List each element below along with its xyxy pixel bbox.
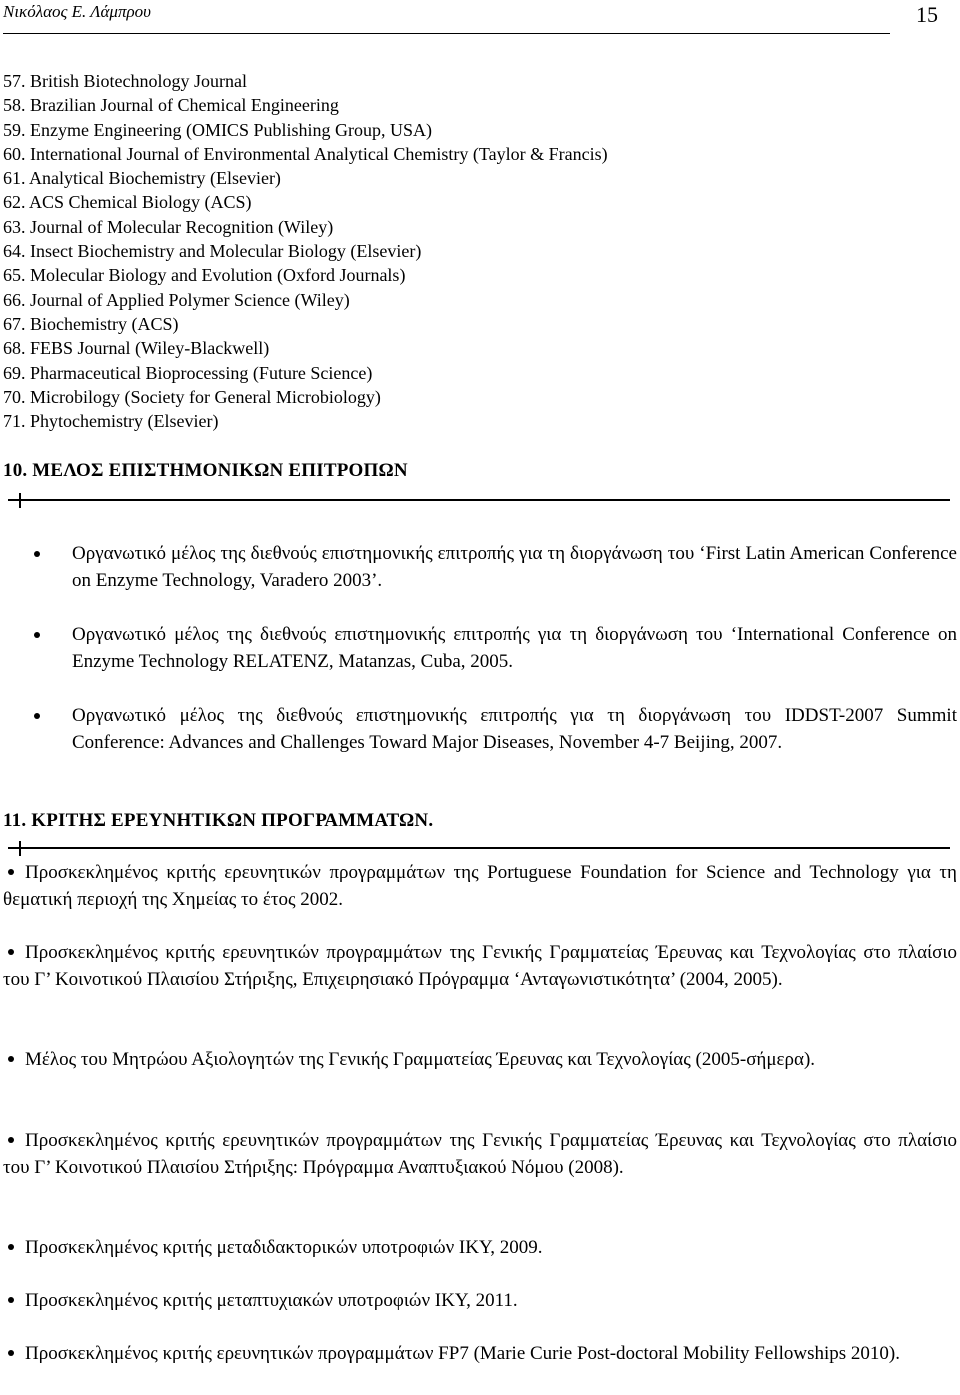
- page-number: 15: [916, 2, 938, 27]
- rule-tick: [19, 493, 21, 508]
- bullet-icon: [8, 1297, 14, 1303]
- reviewer-item-text: Προσκεκλημένος κριτής ερευνητικών προγραμμάτων της Γενικής Γραμματείας Έρευνας και Τεχνολογίας στο πλαίσιο του Γ’ Κοινοτικού Πλαισίου Στήριξης, Επιχειρησιακό Πρόγραμμα ‘Ανταγωνιστικότητα’ (2004, 2005).: [3, 942, 957, 990]
- list-item: 61. Analytical Biochemistry (Elsevier): [3, 168, 281, 189]
- section-11-title: 11. ΚΡΙΤΗΣ ΕΡΕΥΝΗΤΙΚΩΝ ΠΡΟΓΡΑΜΜΑΤΩΝ.: [3, 810, 434, 831]
- bullet-icon: [34, 713, 40, 719]
- bullet-icon: [34, 632, 40, 638]
- committee-item-text: Οργανωτικό μέλος της διεθνούς επιστημονικής επιτροπής για τη διοργάνωση του ‘International Conference on Enzyme Technology RELATENZ, Matanzas, Cuba, 2005.: [72, 624, 957, 672]
- reviewer-item: [3, 940, 957, 993]
- list-item: 71. Phytochemistry (Elsevier): [3, 411, 219, 432]
- committee-item-text: Οργανωτικό μέλος της διεθνούς επιστημονικής επιτροπής για τη διοργάνωση του IDDST-2007 Summit Conference: Advances and Challenges Toward Major Diseases, November 4-7 Beijing, 2007.: [72, 705, 957, 753]
- bullet-icon: [8, 1350, 14, 1356]
- reviewer-item-text: Προσκεκλημένος κριτής ερευνητικών προγραμμάτων της Γενικής Γραμματείας Έρευνας και Τεχνολογίας στο πλαίσιο του Γ’ Κοινοτικού Πλαισίου Στήριξης: Πρόγραμμα Αναπτυξιακού Νόμου (2008).: [3, 1130, 957, 1178]
- journal-list: [3, 69, 608, 433]
- list-item: 64. Insect Biochemistry and Molecular Biology (Elsevier): [3, 241, 422, 262]
- reviewer-item-text: Προσκεκλημένος κριτής μεταπτυχιακών υποτροφιών ΙΚΥ, 2011.: [25, 1290, 518, 1311]
- reviewer-item: [3, 1341, 957, 1368]
- page-header: [3, 0, 938, 34]
- reviewer-item: [3, 1235, 957, 1262]
- list-item: 69. Pharmaceutical Bioprocessing (Future Science): [3, 362, 373, 383]
- list-item: 59. Enzyme Engineering (OMICS Publishing Group, USA): [3, 119, 432, 140]
- reviewer-item: [3, 860, 957, 913]
- list-item: 57. British Biotechnology Journal: [3, 71, 247, 91]
- section-10-title: 10. ΜΕΛΟΣ ΕΠΙΣΤΗΜΟΝΙΚΩΝ ΕΠΙΤΡΟΠΩΝ: [3, 460, 408, 481]
- list-item: 63. Journal of Molecular Recognition (Wiley): [3, 216, 334, 237]
- committee-item: [72, 541, 957, 594]
- committee-item: [72, 622, 957, 675]
- bullet-icon: [34, 551, 40, 557]
- reviewer-item-text: Προσκεκλημένος κριτής ερευνητικών προγραμμάτων FP7 (Marie Curie Post-doctoral Mobility Fellowships 2010).: [25, 1343, 900, 1364]
- list-item: 70. Microbilogy (Society for General Microbiology): [3, 386, 381, 407]
- bullet-icon: [8, 949, 14, 955]
- reviewer-item: [3, 1128, 957, 1181]
- committee-item: [72, 703, 957, 756]
- bullet-icon: [8, 1056, 14, 1062]
- section-10-rule: [8, 499, 950, 501]
- bullet-icon: [8, 1244, 14, 1250]
- reviewer-item: [3, 1288, 957, 1315]
- reviewer-item-text: Μέλος του Μητρώου Αξιολογητών της Γενικής Γραμματείας Έρευνας και Τεχνολογίας (2005-σήμερα).: [25, 1049, 816, 1070]
- reviewer-item-text: Προσκεκλημένος κριτής ερευνητικών προγραμμάτων της Portuguese Foundation for Science and Technology για τη θεματική περιοχή της Χημείας το έτος 2002.: [3, 862, 957, 910]
- bullet-icon: [8, 1137, 14, 1143]
- list-item: 58. Brazilian Journal of Chemical Engineering: [3, 95, 339, 116]
- section-11-rule: [8, 847, 950, 849]
- reviewer-item-text: Προσκεκλημένος κριτής μεταδιδακτορικών υποτροφιών ΙΚΥ, 2009.: [25, 1237, 543, 1258]
- list-item: 67. Biochemistry (ACS): [3, 313, 179, 334]
- reviewer-item: [3, 1047, 957, 1074]
- list-item: 68. FEBS Journal (Wiley-Blackwell): [3, 338, 270, 359]
- list-item: 62. ACS Chemical Biology (ACS): [3, 192, 252, 213]
- list-item: 60. International Journal of Environmental Analytical Chemistry (Taylor & Francis): [3, 143, 608, 164]
- list-item: 66. Journal of Applied Polymer Science (Wiley): [3, 289, 350, 310]
- bullet-icon: [8, 869, 14, 875]
- header-author: Νικόλαος Ε. Λάμπρου: [3, 2, 151, 21]
- list-item: 65. Molecular Biology and Evolution (Oxford Journals): [3, 265, 406, 286]
- committee-item-text: Οργανωτικό μέλος της διεθνούς επιστημονικής επιτροπής για τη διοργάνωση του ‘First Latin American Conference on Enzyme Technology, Varadero 2003’.: [72, 543, 957, 591]
- rule-tick: [19, 841, 21, 856]
